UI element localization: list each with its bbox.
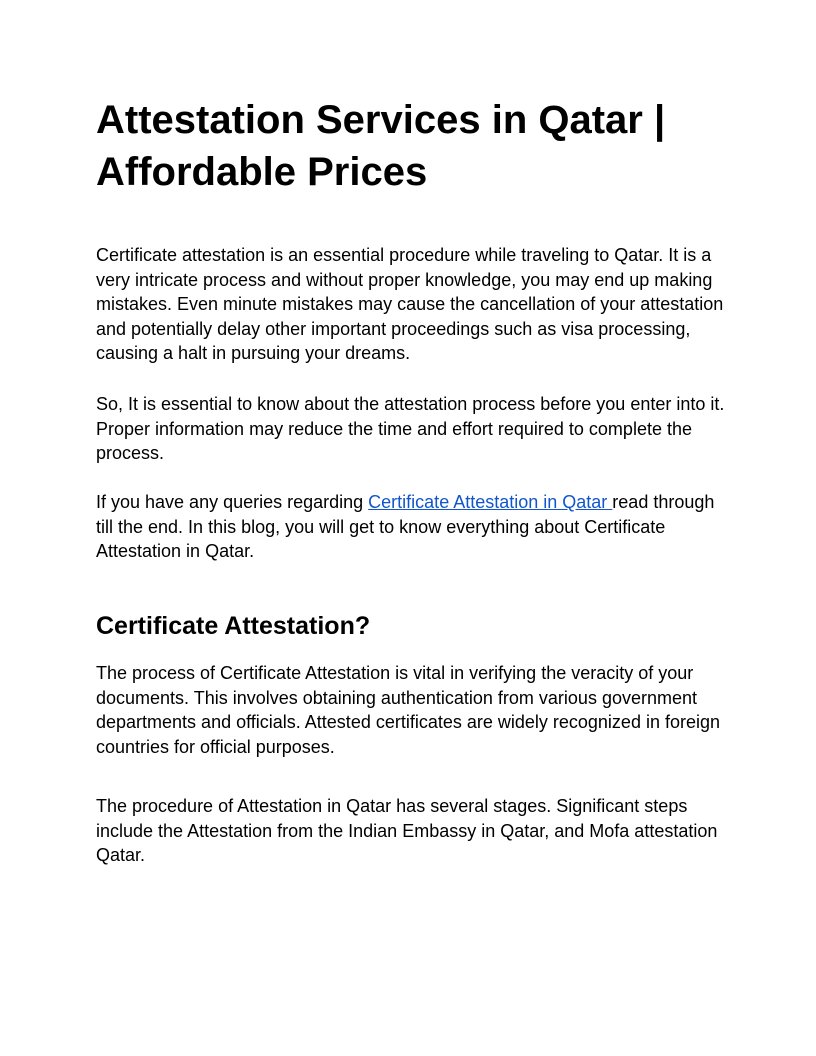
query-text-after: read through till the end. In this blog, you will get to know everything about Certificate Attestation in Qatar. [96,492,715,562]
page-title: Attestation Services in Qatar | Affordable Prices [96,98,666,194]
intro-paragraph: So, It is essential to know about the attestation process before you enter into it. Proper information may reduce the time and effort required to complete the process. [96,394,725,464]
section-paragraph: The process of Certificate Attestation is vital in verifying the veracity of your documents. This involves obtaining authentication from various government departments and officials. Attested certificates are widely recognized in foreign countries for official purposes. [96,663,721,757]
query-paragraph [96,490,726,564]
section-heading: Certificate Attestation? [96,612,371,640]
query-text-before: If you have any queries regarding [96,492,369,512]
section-paragraph: The procedure of Attestation in Qatar has several stages. Significant steps include the Attestation from the Indian Embassy in Qatar, and Mofa attestation Qatar. [96,796,718,866]
certificate-attestation-link[interactable]: Certificate Attestation in Qatar [368,492,613,512]
intro-paragraph: Certificate attestation is an essential procedure while traveling to Qatar. It is a very intricate process and without proper knowledge, you may end up making mistakes. Even minute mistakes may cause the cancellation of your attestation and potentially delay other important proceedings such as visa processing, causing a halt in pursuing your dreams. [96,245,724,364]
